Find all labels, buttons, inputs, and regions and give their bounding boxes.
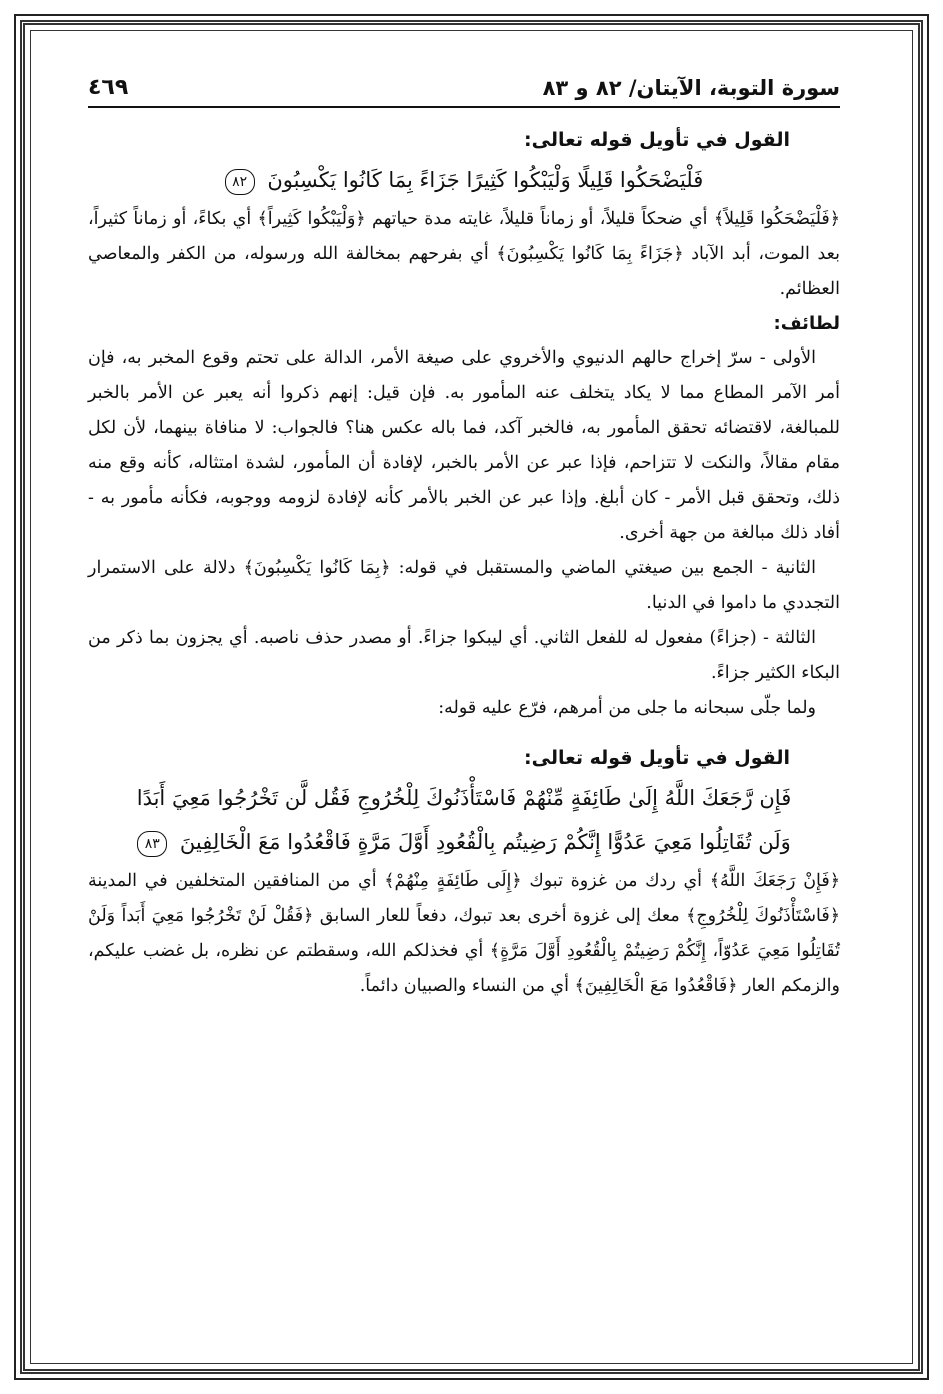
header-title: سورة التوبة، الآيتان/ ٨٢ و ٨٣ (542, 76, 840, 100)
verse-text: فَلْيَضْحَكُوا قَلِيلًا وَلْيَبْكُوا كَثِيرًا جَزَاءً بِمَا كَانُوا يَكْسِبُونَ (267, 168, 704, 192)
verse-number-badge: ٨٣ (137, 831, 167, 857)
running-header (88, 62, 840, 108)
verse-number-badge: ٨٢ (225, 169, 255, 195)
quran-verse-82 (88, 158, 840, 202)
tafsir-paragraph-1: ﴿فَلْيَضْحَكُوا قَلِيلاً﴾ أي ضحكاً قليلاً، أو زماناً قليلاً، غايته مدة حياتهم ﴿وَلْيَبْكُوا كَثِيراً﴾ أي بكاءً، أو زماناً كثيراً، بعد الموت، أبد الآباد ﴿جَزَاءً بِمَا كَانُوا يَكْسِبُونَ﴾ أي بفرحهم بمخالفة الله ورسوله، من الكفر والمعاصي العظائم. (88, 209, 840, 299)
page-number: ٤٦٩ (88, 75, 129, 100)
verse-line-1: فَإِن رَّجَعَكَ اللَّهُ إِلَىٰ طَائِفَةٍ مِّنْهُمْ فَاسْتَأْذَنُوكَ لِلْخُرُوجِ فَقُل لَّن تَخْرُجُوا مَعِيَ أَبَدًا (136, 786, 792, 810)
lataif-heading: لطائف: (773, 313, 840, 334)
section-heading-2: القول في تأويل قوله تعالى: (524, 747, 790, 769)
lataif-third: الثالثة - (جزاءً) مفعول له للفعل الثاني. أي ليبكوا جزاءً. أو مصدر حذف ناصبه. أي يجزون بما ذكر من البكاء الكثير جزاءً. (88, 628, 840, 683)
tafsir-paragraph-2: ﴿فَإِنْ رَجَعَكَ اللَّهُ﴾ أي ردك من غزوة تبوك ﴿إِلَى طَائِفَةٍ مِنْهُمْ﴾ أي من المنافقين المتخلفين في المدينة ﴿فَاسْتَأْذَنُوكَ لِلْخُرُوجِ﴾ معك إلى غزوة أخرى بعد تبوك، دفعاً للعار السابق ﴿فَقُلْ لَنْ تَخْرُجُوا مَعِيَ أَبَداً وَلَنْ تُقَاتِلُوا مَعِيَ عَدُوّاً، إِنَّكُمْ رَضِيتُمْ بِالْقُعُودِ أَوَّلَ مَرَّةٍ﴾ أي فخذلكم الله، وسقطتم عن نظره، بل غضب عليكم، والزمكم العار ﴿فَاقْعُدُوا مَعَ الْخَالِفِينَ﴾ أي من النساء والصبيان دائماً. (88, 871, 840, 996)
section-heading-1: القول في تأويل قوله تعالى: (524, 129, 790, 151)
transition-paragraph: ولما جلّى سبحانه ما جلى من أمرهم، فرّع عليه قوله: (438, 698, 816, 718)
quran-verse-83 (88, 776, 840, 864)
lataif-second: الثانية - الجمع بين صيغتي الماضي والمستقبل في قوله: ﴿بِمَا كَانُوا يَكْسِبُونَ﴾ دلالة على الاستمرار التجددي ما داموا في الدنيا. (88, 558, 840, 613)
verse-line-2: وَلَن تُقَاتِلُوا مَعِيَ عَدُوًّا إِنَّكُمْ رَضِيتُم بِالْقُعُودِ أَوَّلَ مَرَّةٍ فَاقْعُدُوا مَعَ الْخَالِفِينَ (179, 830, 791, 854)
body-text (88, 122, 840, 1004)
page-content (88, 62, 840, 1004)
lataif-first: الأولى - سرّ إخراج حالهم الدنيوي والأخروي على صيغة الأمر، الدالة على تحتم وقوع المخبر به، فإن أمر الآمر المطاع مما لا يكاد يتخلف عنه المأمور به. فإن قيل: إنهم ذكروا أنه يعبر عن الأمر بالخبر للمبالغة، لاقتضائه تحقق المأمور به، فالخبر آكد، فما باله عكس هنا؟ فالجواب: لا منافاة بينهما، لأن لكل مقام مقالاً، والنكت لا تتزاحم، فإذا عبر عن الأمر بالخبر، لإفادة أن المأمور، لشدة امتثاله، كأنه وقع منه ذلك، وتحقق قبل الأمر - كان أبلغ. وإذا عبر عن الخبر بالأمر كأنه لإفادة لزومه ووجوبه، فكأنه مأمور به - أفاد ذلك مبالغة من جهة أخرى. (88, 348, 840, 543)
